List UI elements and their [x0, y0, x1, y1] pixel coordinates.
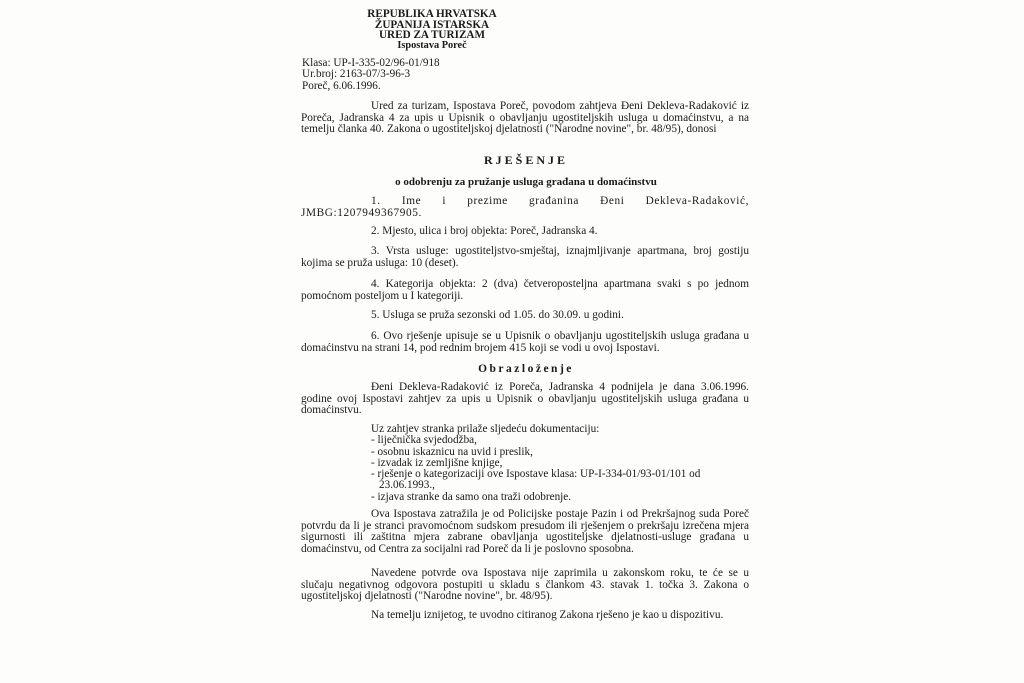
- list-item: - izjava stranke da samo ona traži odobrenje.: [371, 490, 572, 503]
- list-item: - rješenje o kategorizaciji ove Ispostave klasa: UP-I-334-01/93-01/101 od: [371, 468, 701, 481]
- intro-paragraph: Ured za turizam, Ispostava Poreč, povodom zahtjeva Đeni Dekleva-Radaković iz Poreča, Jadranska 4 za upis u Upisnik o obavljanju ugostiteljskih usluga u domaćinstvu, a na temelju članka 40. Zakona o ugostiteljskoj djelatnosti ("Narodne novine", br. 48/95), donosi: [301, 100, 749, 136]
- attachments-list: [371, 424, 751, 503]
- date-line: Poreč, 6.06.1996.: [302, 79, 381, 92]
- reasoning-paragraph-4: Na temelju iznijetog, te uvodno citiranog Zakona rješeno je kao u dispozitivu.: [371, 609, 724, 621]
- decision-subtitle: o odobrenju za pružanje usluga građana u domaćinstvu: [395, 176, 657, 188]
- item-6: 6. Ovo rješenje upisuje se u Upisnik o obavljanju ugostiteljskih usluga građana u domaćinstvu na strani 14, pod rednim brojem 415 koji se vodi u ovoj Ispostavi.: [301, 330, 749, 354]
- item-1: 1. Ime i prezime građanina Đeni Dekleva-Radaković, JMBG:1207949367905.: [301, 195, 749, 219]
- klasa-line: Klasa: UP-I-335-02/96-01/918: [302, 57, 440, 69]
- decision-title: RJEŠENJE: [483, 153, 569, 167]
- item-4: 4. Kategorija objekta: 2 (dva) četveroposteljna apartmana svaki s po jednom pomoćnom posteljom u I kategoriji.: [301, 278, 749, 302]
- list-item: - izvadak iz zemljišne knjige,: [371, 456, 503, 469]
- item-3: 3. Vrsta usluge: ugostiteljstvo-smještaj, iznajmljivanje apartmana, broj gostiju kojima se pruža usluga: 10 (deset).: [301, 245, 749, 269]
- header-line-county: ŽUPANIJA ISTARSKA: [374, 18, 490, 31]
- item-5: 5. Usluga se pruža sezonski od 1.05. do 30.09. u godini.: [371, 309, 624, 321]
- item-2: 2. Mjesto, ulica i broj objekta: Poreč, Jadranska 4.: [371, 225, 598, 237]
- urbroj-line: Ur.broj: 2163-07/3-96-3: [302, 68, 411, 81]
- reference-block: [302, 58, 440, 92]
- list-item: - liječnička svjedodžba,: [371, 434, 477, 447]
- issuer-header: [362, 9, 502, 51]
- list-item: - osobnu iskaznicu na uvid i preslik,: [371, 445, 533, 458]
- reasoning-paragraph-1: Đeni Dekleva-Radaković iz Poreča, Jadranska 4 podnijela je dana 3.06.1996. godine ovoj Ispostavi zahtjev za upis u Upisnik o obavljanju ugostiteljskih usluga građana u domaćinstvu.: [301, 381, 749, 417]
- header-line-country: REPUBLIKA HRVATSKA: [367, 8, 497, 20]
- reasoning-paragraph-2: Ova Ispostava zatražila je od Policijske postaje Pazin i od Prekršajnog suda Poreč potvrdu da li je stranci pravomoćnom sudskom presudom ili rješenjem o prekršaju izrečena mjera sigurnosti ili zaštitna mjera zabrane obavljanja ugostiteljske djelatnosti-usluge građana u domaćinstvu, od Centra za socijalni rad Poreč da li je poslovno sposobna.: [301, 508, 749, 555]
- attachments-intro: Uz zahtjev stranka prilaže sljedeću dokumentaciju:: [371, 423, 600, 435]
- reasoning-paragraph-3: Navedene potvrde ova Ispostava nije zaprimila u zakonskom roku, te će se u slučaju negativnog odgovora postupiti u skladu s člankom 43. stavak 1. točka 3. Zakona o ugostiteljskoj djelatnosti ("Narodne novine", br. 48/95).: [301, 567, 749, 603]
- header-line-office: URED ZA TURIZAM: [378, 29, 486, 42]
- header-line-branch: Ispostava Poreč: [397, 39, 467, 51]
- reasoning-title: Obrazloženje: [478, 363, 574, 375]
- list-item: 23.06.1993.,: [379, 479, 435, 492]
